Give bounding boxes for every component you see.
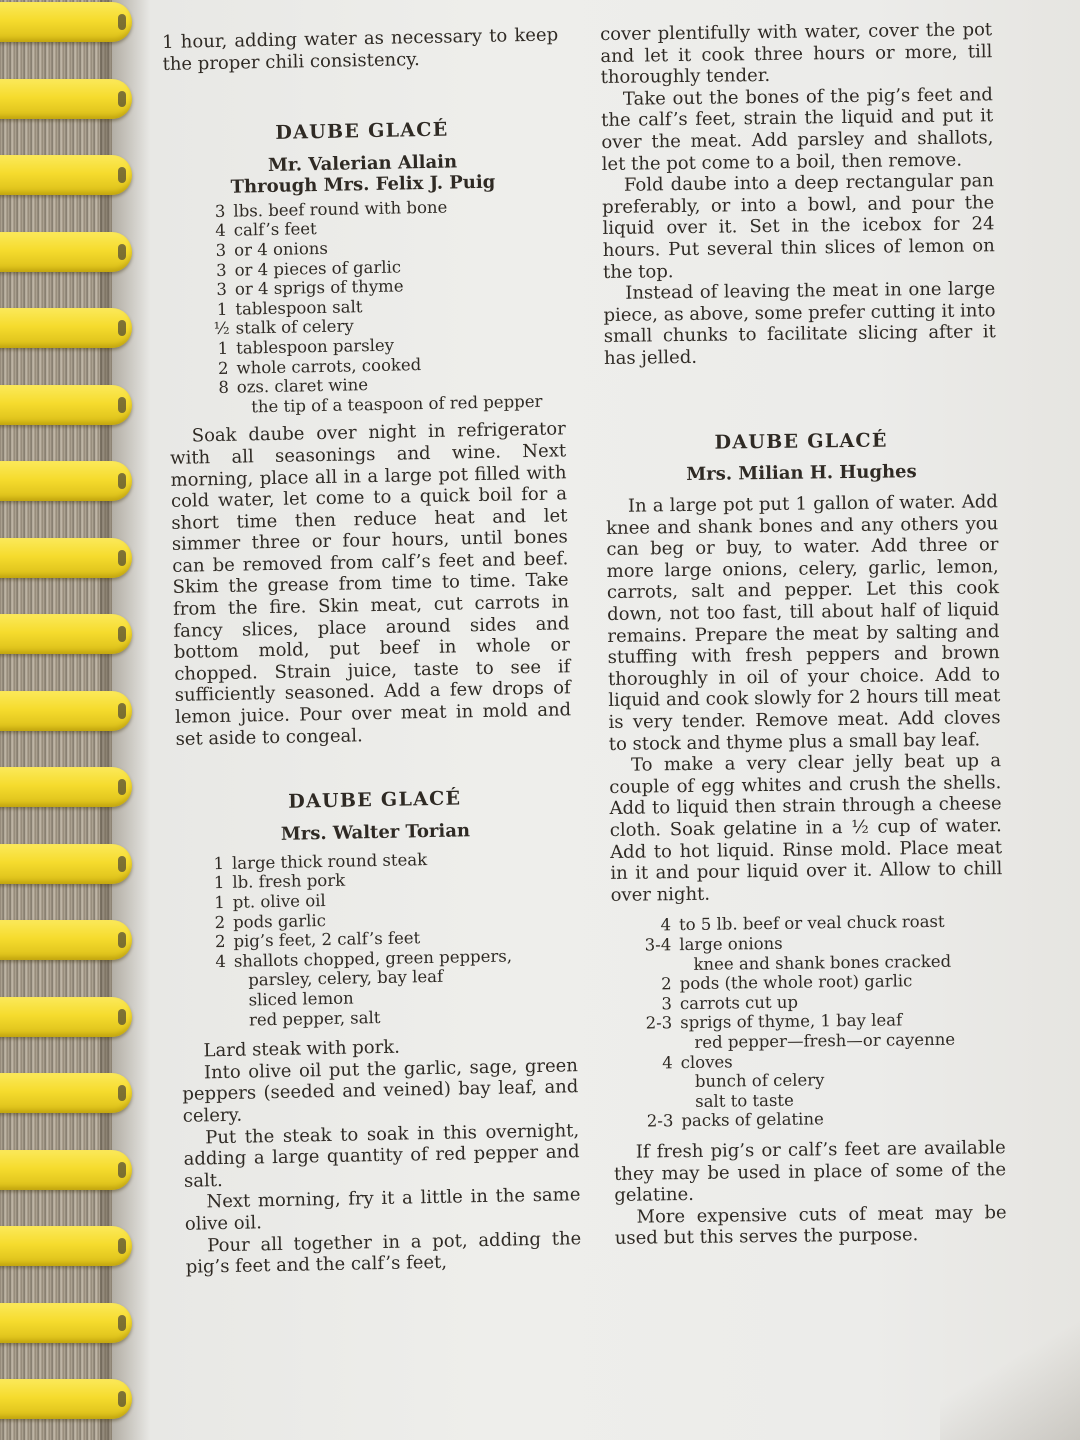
recipe3-closing-2: More expensive cuts of meat may be used but this serves the purpose. (614, 1201, 1007, 1250)
recipe2-ingredients (212, 847, 577, 1030)
ingredient-text: the tip of a teaspoon of red pepper (251, 391, 543, 417)
ingredient-text: tablespoon parsley (235, 335, 395, 358)
ingredient-quantity: 1 (216, 299, 228, 319)
binding-ring (0, 614, 132, 654)
recipe2-paragraph-2: Into olive oil put the garlic, sage, green peppers (seeded and veined) bay leaf, and celery. (182, 1054, 579, 1127)
continued-paragraph-3: Fold daube into a deep rectangular pan preferably, or into a bowl, and pour the liquid over it. Set in the icebox for 24 hours. Put several thin slices of lemon on the top. (602, 170, 995, 283)
intro-paragraph: 1 hour, adding water as necessary to keep the proper chili consistency. (162, 24, 559, 75)
ingredient-text: lbs. beef round with bone (233, 197, 448, 221)
ingredient-quantity: 1 (217, 338, 229, 358)
recipe1-contributor-line2: Through Mrs. Felix J. Puig (230, 171, 496, 198)
ingredient-quantity: 3 (214, 201, 226, 221)
ingredient-text: or 4 pieces of garlic (234, 257, 402, 280)
ingredient-quantity (637, 955, 671, 975)
ingredient-quantity (215, 397, 229, 417)
ingredient-text: pods (the whole root) garlic (679, 971, 913, 994)
ingredient-text: carrots cut up (679, 992, 799, 1013)
ingredient-text: large onions (679, 933, 783, 955)
binding-ring (0, 461, 132, 501)
ingredient-text: pods garlic (232, 910, 327, 932)
recipe2-paragraph-5: Pour all together in a pot, adding the pig’s feet and the calf’s feet, (185, 1227, 582, 1278)
ingredient-quantity: 2-3 (646, 1111, 674, 1131)
binding-ring (0, 997, 132, 1037)
ingredient-quantity: 4 (662, 1052, 673, 1072)
recipe2-paragraph-4: Next morning, fry it a little in the same olive oil. (184, 1184, 581, 1235)
binding-ring (0, 767, 132, 807)
ingredient-text: ozs. claret wine (236, 375, 369, 397)
continued-paragraph-2: Take out the bones of the pig’s feet and the calf’s feet, strain the liquid and put it over the meat. Add parsley and shallots, let the pot come to a boil, then remove. (601, 83, 994, 175)
ingredient-quantity (215, 1010, 227, 1030)
ingredient-text: stalk of celery (235, 316, 354, 338)
recipe3-paragraph-2: To make a very clear jelly beat up a couple of egg whites and crush the shells. Add to liquid then strain through a cheese cloth. Soak gelatine in a ½ cup of water. Add to hot liquid. Rinse mold. Place meat in it and pour liquid over it. Allow to chill over night. (609, 750, 1003, 906)
recipe3-paragraph-1: In a large pot put 1 gallon of water. Add knee and shank bones and any others you can beg or buy, to water. Add three or more large onions, celery, garlic, lemon, carrots, salt and pepper. Let this cook down, not too fast, till about half of liquid remains. Prepare the meat by salting and stuffing with fresh peppers and brown thoroughly in oil of your choice. Add to liquid and cook slowly for 2 hours till meat is very tender. Remove meat. Add cloves to stock and thyme plus a small bay leaf. (606, 491, 1001, 755)
ingredient-text: sprigs of thyme, 1 bay leaf (680, 1010, 903, 1033)
ingredient-quantity: ½ (213, 319, 230, 339)
ingredient-text: packs of gelatine (681, 1109, 824, 1131)
ingredient-quantity: 8 (218, 377, 230, 398)
binding-ring (0, 844, 132, 884)
ingredient-text: pt. olive oil (232, 891, 326, 912)
ingredient-quantity (214, 971, 226, 991)
ingredient-quantity: 3 (216, 279, 228, 300)
recipe3-contributor: Mrs. Milian H. Hughes (686, 461, 917, 486)
binding-ring (0, 2, 132, 42)
right-column (600, 19, 1007, 1250)
ingredient-text: shallots chopped, green peppers, (233, 946, 513, 971)
binding-ring (0, 1303, 132, 1343)
binding-ring (0, 538, 132, 578)
ingredient-text: or 4 sprigs of thyme (234, 276, 404, 299)
ingredient-quantity: 2 (661, 974, 672, 994)
continued-paragraph-1: cover plentifully with water, cover the pot and let it cook three hours or more, till thoroughly tender. (600, 19, 993, 89)
recipe1-ingredients (211, 195, 565, 417)
ingredient-quantity: 2 (217, 358, 229, 378)
binding-ring (0, 920, 132, 960)
ingredient-text: bunch of celery (694, 1070, 825, 1092)
ingredient-text: calf’s feet (233, 219, 317, 241)
ingredient-quantity: 4 (660, 915, 672, 935)
ingredient-quantity (638, 1033, 672, 1053)
ingredient-quantity: 2 (214, 932, 226, 952)
binding-ring (0, 1226, 132, 1266)
binding-ring (0, 308, 132, 348)
recipe1-directions: Soak daube over night in refrigerator with all seasonings and wine. Next morning, place all in a large pot filled with cold water, let come to a quick boil for a short time then reduce heat and let simmer three or four hours, until bones can be removed from calf’s feet and beef. Skim the grease from time to time. Take from the fire. Skin meat, cut carrots in fancy slices, place around sides and bottom mold, put beef in whole or chopped. Strain juice, taste to see if sufficiently seasoned. Add a few drops of lemon juice. Pour over meat in mold and set aside to congeal. (169, 418, 572, 750)
ingredient-text: parsley, celery, bay leaf (248, 967, 444, 990)
ingredient-quantity (639, 1072, 673, 1092)
recipe3-title: DAUBE GLACÉ (714, 429, 888, 454)
ingredient-quantity: 3 (661, 993, 673, 1014)
binding-ring (0, 385, 132, 425)
continued-paragraph-4: Instead of leaving the meat in one large piece, as above, some prefer cutting it into small chunks to facilitate slicing after it has jelled. (603, 278, 996, 369)
ingredient-quantity: 2 (214, 912, 226, 932)
ingredient-text: or 4 onions (234, 238, 329, 260)
ingredient-quantity: 3-4 (644, 935, 672, 955)
ingredient-quantity: 1 (213, 873, 225, 893)
spiral-binding (0, 0, 160, 1440)
ingredient-text: red pepper, salt (248, 1007, 381, 1030)
ingredient-quantity: 1 (213, 853, 225, 873)
binding-ring (0, 232, 132, 272)
ingredient-text: cloves (680, 1051, 733, 1072)
ingredient-text: whole carrots, cooked (236, 354, 422, 378)
ingredient-text: lb. fresh pork (232, 871, 346, 893)
binding-ring (0, 691, 132, 731)
ingredient-quantity: 1 (214, 892, 225, 913)
binding-ring (0, 79, 132, 119)
ingredient-text: salt to taste (695, 1090, 794, 1111)
ingredient-quantity (639, 1092, 673, 1112)
left-column (162, 24, 582, 1278)
recipe2-contributor: Mrs. Walter Torian (280, 820, 471, 845)
recipe3-closing-1: If fresh pig’s or calf’s feet are available they may be used in place of some of the gelatine. (613, 1137, 1007, 1207)
page-corner-shadow (940, 1320, 1080, 1440)
ingredient-text: pig’s feet, 2 calf’s feet (233, 928, 421, 951)
ingredient-text: sliced lemon (248, 988, 354, 1010)
ingredient-quantity: 3 (215, 260, 227, 280)
recipe2-title: DAUBE GLACÉ (287, 787, 462, 813)
binding-ring (0, 1073, 132, 1113)
ingredient-text: to 5 lb. beef or veal chuck roast (678, 912, 945, 935)
ingredient-text: red pepper—fresh—or cayenne (694, 1029, 956, 1052)
binding-ring (0, 1379, 132, 1419)
binding-ring (0, 155, 132, 195)
recipe1-title: DAUBE GLACÉ (275, 118, 449, 145)
recipe3-ingredients (637, 912, 1006, 1132)
ingredient-quantity (214, 991, 226, 1011)
ingredient-quantity: 3 (215, 240, 227, 260)
recipe2-paragraph-3: Put the steak to soak in this overnight, adding a large quantity of red pepper and salt. (183, 1119, 580, 1192)
recipe1-contributor-line1: Mr. Valerian Allain (267, 151, 458, 176)
ingredient-text: tablespoon salt (235, 296, 363, 319)
ingredient-quantity: 2-3 (645, 1013, 673, 1033)
ingredient-quantity: 4 (215, 221, 227, 241)
ingredient-text: knee and shank bones cracked (693, 951, 952, 974)
ingredient-quantity: 4 (215, 951, 227, 971)
ingredient-text: large thick round steak (231, 849, 428, 873)
binding-ring (0, 1150, 132, 1190)
recipe2-paragraph-1: Lard steak with pork. (203, 1036, 401, 1062)
